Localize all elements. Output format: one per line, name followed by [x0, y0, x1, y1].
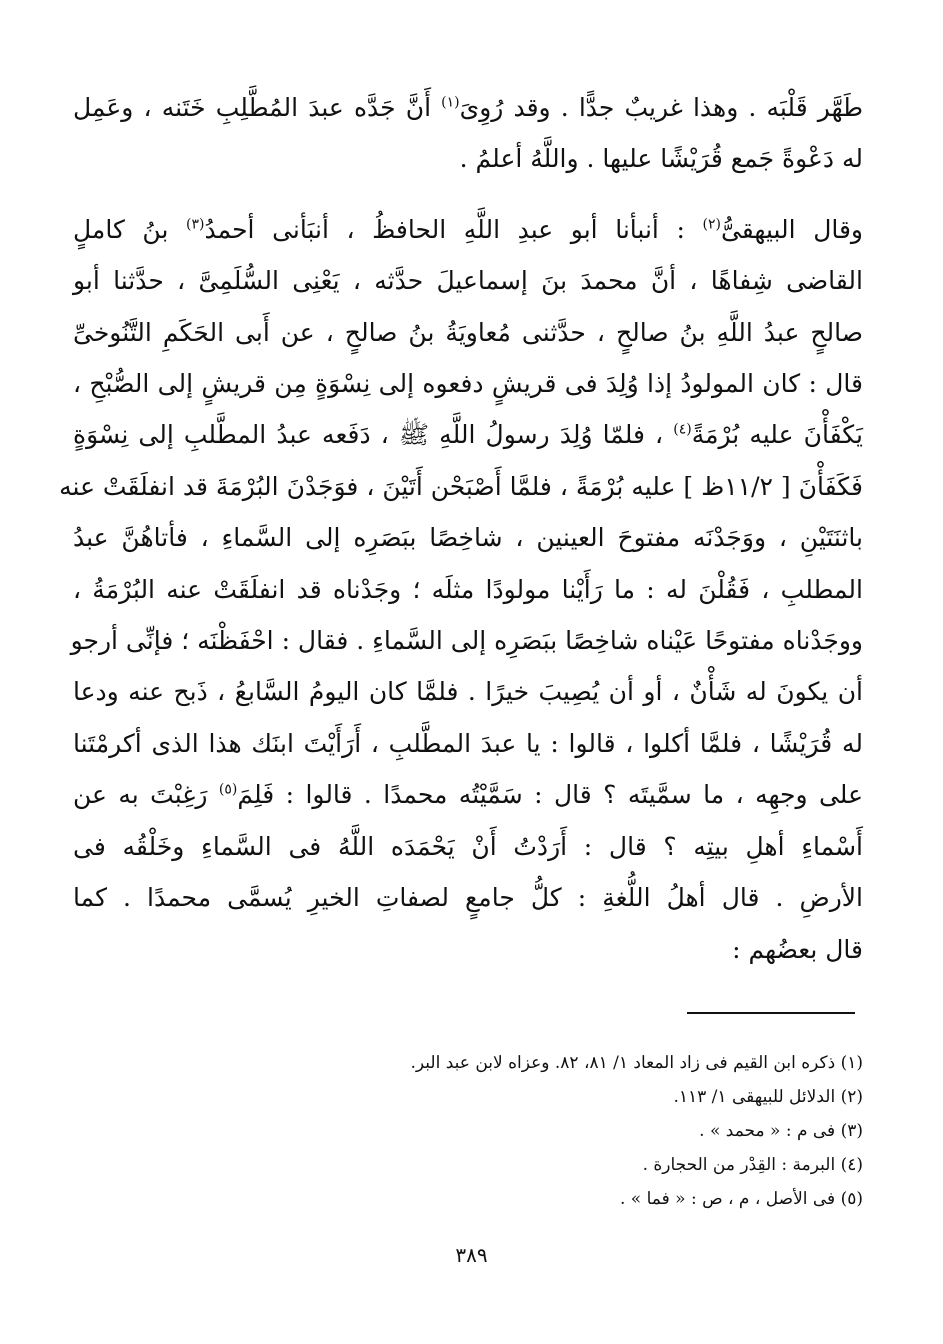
text-line: فَكَفَأْنَ [ ١١/٢ظ ] عليه بُرْمَةً ، فلمَّا أَصْبَحْن أَتَيْنَ ، فوَجَدْنَ البُرْمَةَ قد انفلَقَتْ عنه: [59, 471, 863, 501]
text-line: له قُرَيْشًا ، فلمَّا أكلوا ، قالوا : يا عبدَ المطَّلبِ ، أَرَأَيْتَ ابنَك هذا الذى أكرمْتَنا: [73, 728, 863, 758]
page-number: ٣٨٩: [455, 1243, 488, 1267]
footnote-ref[interactable]: (٢): [702, 216, 721, 233]
footnote-ref[interactable]: (٣): [186, 216, 205, 233]
footnote-ref[interactable]: (١): [441, 94, 460, 111]
footnote-ref[interactable]: (٥): [218, 781, 238, 798]
main-text: [59, 82, 863, 975]
text-line: الأرضِ . قال أهلُ اللُّغةِ : كلُّ جامعٍ لصفاتِ الخيرِ يُسمَّى محمدًا . كما: [73, 883, 863, 913]
text-line: قال بعضُهم :: [732, 934, 863, 964]
footnote-separator: [687, 1012, 855, 1014]
text-line: يَكْفَأْنَ عليه بُرْمَةً$^{(٤)}$ ، فلمّا وُلِدَ رسولُ اللَّهِ ﷺ ، دَفَعه عبدُ المطَّلبِ إلى نِسْوَةٍ: [73, 420, 863, 450]
footnote-item: (٤) البرمة : القِدْر من الحجارة .: [642, 1155, 863, 1175]
text-line: ووجَدْناه مفتوحًا عَيْناه شاخِصًا ببَصَرِه إلى السَّماءِ . فقال : احْفَظْنَه ؛ فإنِّى أرجو: [70, 626, 863, 656]
text-line: طَهَّر قَلْبَه . وهذا غريبٌ جدًّا . وقد رُوِىَ$^{(١)}$ أَنَّ جَدَّه عبدَ المُطَّلِبِ خَتَنه ، وعَمِل: [73, 93, 863, 122]
footnote-item: (٢) الدلائل للبيهقى ١/ ١١٣.: [673, 1087, 863, 1107]
text-line: وقال البيهقىُّ$^{(٢)}$ : أنبأنا أبو عبدِ اللَّهِ الحافظُ ، أنبَأنى أحمدُ$^{(٣)}$ بنُ كاملٍ: [73, 214, 863, 244]
paragraph-2: [59, 204, 863, 975]
text-line: قال : كان المولودُ إذا وُلِدَ فى قريشٍ دفعوه إلى نِسْوَةٍ مِن قريشٍ إلى الصُّبْحِ ،: [73, 369, 863, 399]
footnote-ref[interactable]: (٤): [673, 422, 692, 439]
paragraph-1: [73, 82, 863, 185]
text-line: أن يكونَ له شَأْنٌ ، أو أن يُصِيبَ خيرًا . فلمَّا كان اليومُ السَّابعُ ، ذَبح عنه ودعا: [73, 677, 863, 707]
text-line: باثنَتَيْنِ ، ووَجَدْنَه مفتوحَ العينين ، شاخِصًا ببَصَرِه إلى السَّماءِ ، فأتاهُنَّ عبدُ: [73, 523, 863, 553]
text-line: له دَعْوةً جَمع قُرَيْشًا عليها . واللَّهُ أعلمُ .: [459, 144, 863, 174]
text-line: القاضى شِفاهًا ، أنَّ محمدَ بنَ إسماعيلَ حدَّثه ، يَعْنِى السُّلَمِىَّ ، حدَّثنا أبو: [73, 266, 863, 296]
text-line: على وجهِه ، ما سمَّيتَه ؟ قال : سَمَّيْتُه محمدًا . قالوا : فَلِمَ$^{(٥)}$ رَغِبْتَ به عن: [73, 780, 863, 810]
footnote-item: (٥) فى الأصل ، م ، ص : « فما » .: [620, 1189, 863, 1209]
footnote-item: (١) ذكره ابن القيم فى زاد المعاد ١/ ٨١، ٨٢. وعزاه لابن عبد البر.: [410, 1053, 863, 1073]
text-line: صالحٍ عبدُ اللَّهِ بنُ صالحٍ ، حدَّثنى مُعاويَةُ بنُ صالحٍ ، عن أَبى الحَكَمِ التَّنُوخىِّ: [73, 317, 863, 347]
text-line: أَسْماءِ أهلِ بيتِه ؟ قال : أَرَدْتُ أَنْ يَحْمَدَه اللَّهُ فى السَّماءِ وخَلْقُه فى: [73, 831, 863, 861]
footnotes: [73, 1046, 863, 1216]
footnote-item: (٣) فى م : « محمد » .: [699, 1121, 863, 1141]
text-line: المطلبِ ، فَقُلْنَ له : ما رَأَيْنا مولودًا مثلَه ؛ وجَدْناه قد انفلَقَتْ عنه البُرْمَةُ ،: [73, 574, 863, 604]
